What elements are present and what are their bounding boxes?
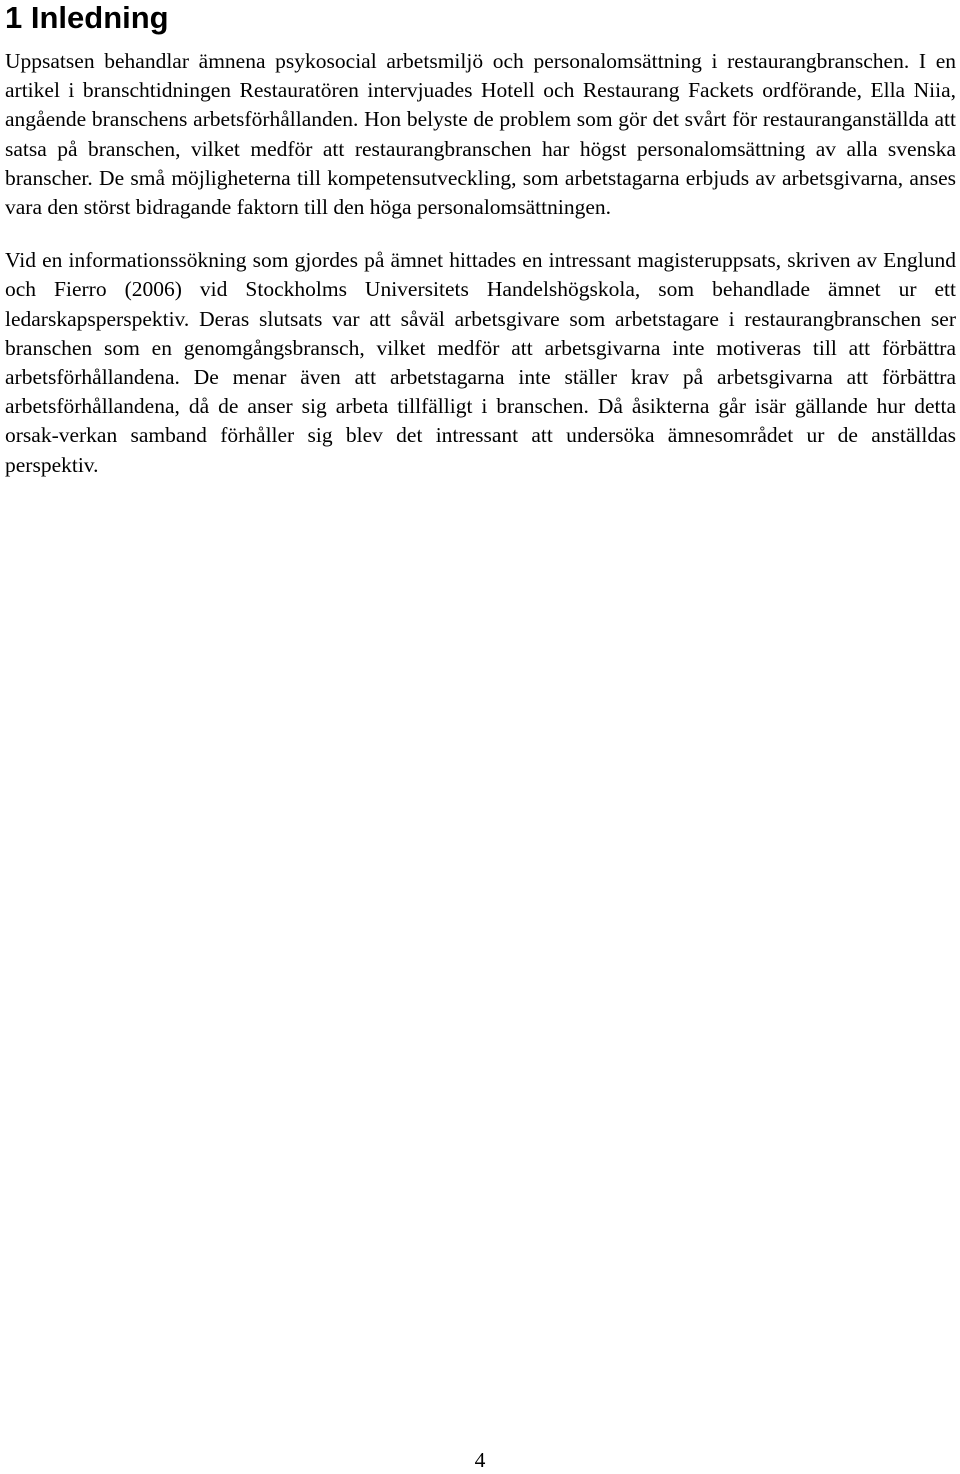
page-number: 4	[474, 1448, 486, 1472]
paragraph-1: Uppsatsen behandlar ämnena psykosocial arbetsmiljö och personalomsättning i restaurangbranschen. I en artikel i branschtidningen Restauratören intervjuades Hotell och Restaurang Fackets ordförande, Ella Niia, angående branschens arbetsförhållanden. Hon belyste de problem som gör det svårt för restauranganställda att satsa på branschen, vilket medför att restaurangbranschen har högst personalomsättning av alla svenska branscher. De små möjligheterna till kompetensutveckling, som arbetstagarna erbjuds av arbetsgivarna, anses vara den störst bidragande faktorn till den höga personalomsättningen.	[5, 49, 956, 220]
document-page	[5, 0, 956, 480]
section-heading: 1 Inledning	[5, 0, 169, 35]
paragraph-2: Vid en informationssökning som gjordes på ämnet hittades en intressant magisteruppsats, skriven av Englund och Fierro (2006) vid Stockholms Universitets Handelshögskola, som behandlade ämnet ur ett ledarskapsperspektiv. Deras slutsats var att såväl arbetsgivare som arbetstagare i restaurangbranschen ser branschen som en genomgångsbransch, vilket medför att arbetsgivarna inte motiveras till att förbättra arbetsförhållandena. De menar även att arbetstagarna inte ställer krav på arbetsgivarna att förbättra arbetsförhållandena, då de anser sig arbeta tillfälligt i branschen. Då åsikterna går isär gällande hur detta orsak-verkan samband förhåller sig blev det intressant att undersöka ämnesområdet ur de anställdas perspektiv.	[5, 248, 956, 477]
